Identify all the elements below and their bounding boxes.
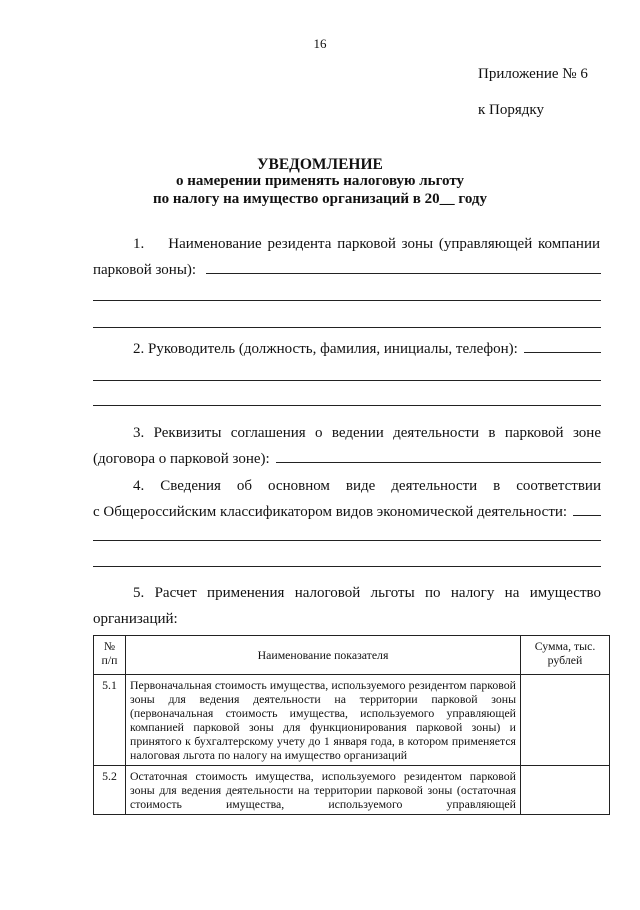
item-1-line1 <box>133 231 600 257</box>
item-1-text: Наименование резидента парковой зоны (управляющей компании <box>168 236 600 252</box>
item-2-text: 2. Руководитель (должность, фамилия, инициалы, телефон): <box>133 341 518 357</box>
row-sum-cell[interactable] <box>521 675 610 766</box>
page-number: 16 <box>313 36 327 51</box>
item-1-line2 <box>93 257 601 283</box>
row-num: 5.2 <box>94 766 126 815</box>
row-num: 5.1 <box>94 675 126 766</box>
header-name: Наименование показателя <box>126 636 521 675</box>
row-name: Остаточная стоимость имущества, используемого резидентом парковой зоны для ведения деятельности на территории парковой зоны (остаточная стоимость имущества, используемого управляющей <box>126 766 521 815</box>
item-2-blank-line[interactable] <box>93 405 601 406</box>
item-5-line2: организаций: <box>93 611 178 627</box>
header-num: № п/п <box>94 636 126 675</box>
item-5-line1: 5. Расчет применения налоговой льготы по налогу на имущество <box>133 585 601 601</box>
row-name: Первоначальная стоимость имущества, используемого резидентом парковой зоны для ведения деятельности на территории парковой зоны (первоначальная стоимость имущества, используемого управляющей компанией парковой зоны для функционирования парковой зоны) и принятого к бухгалтерскому учету до 1 января года, в котором применяется налоговая льгота по налогу на имущество организаций <box>126 675 521 766</box>
item-1-blank-line[interactable] <box>93 327 601 328</box>
table-row <box>94 766 610 815</box>
document-subtitle-line1: о намерении применять налоговую льготу <box>175 173 465 189</box>
header-sum: Сумма, тыс. рублей <box>521 636 610 675</box>
appendix-label: Приложение № 6 <box>478 66 588 82</box>
item-3-line1: 3. Реквизиты соглашения о ведении деятельности в парковой зоне <box>133 425 601 441</box>
item-4-blank-line[interactable] <box>93 540 601 541</box>
item-4-text-continued: с Общероссийским классификатором видов экономической деятельности: <box>93 504 568 520</box>
order-reference: к Порядку <box>478 102 544 118</box>
document-subtitle-line2: по налогу на имущество организаций в 20__ году <box>152 191 487 207</box>
table-row <box>94 675 610 766</box>
table-header-row <box>94 636 610 675</box>
row-sum-cell[interactable] <box>521 766 610 815</box>
item-4-blank-line[interactable] <box>93 566 601 567</box>
item-2-blank-line[interactable] <box>93 380 601 381</box>
item-4-input-line[interactable] <box>573 501 601 516</box>
item-1-blank-line[interactable] <box>93 300 601 301</box>
item-4-line1: 4. Сведения об основном виде деятельности в соответствии <box>133 478 601 494</box>
item-1-text-continued: парковой зоны): <box>93 262 197 278</box>
document-title: УВЕДОМЛЕНИЕ <box>257 156 383 173</box>
item-1-input-line[interactable] <box>206 259 601 274</box>
item-3-line2 <box>93 446 601 472</box>
item-3-input-line[interactable] <box>276 448 601 463</box>
calculation-table <box>93 635 610 815</box>
item-4-line2 <box>93 499 601 525</box>
item-3-text-continued: (договора о парковой зоне): <box>93 451 270 467</box>
item-2-input-line[interactable] <box>524 338 601 353</box>
item-1-number: 1. <box>133 236 145 252</box>
item-2-line1 <box>133 336 601 362</box>
